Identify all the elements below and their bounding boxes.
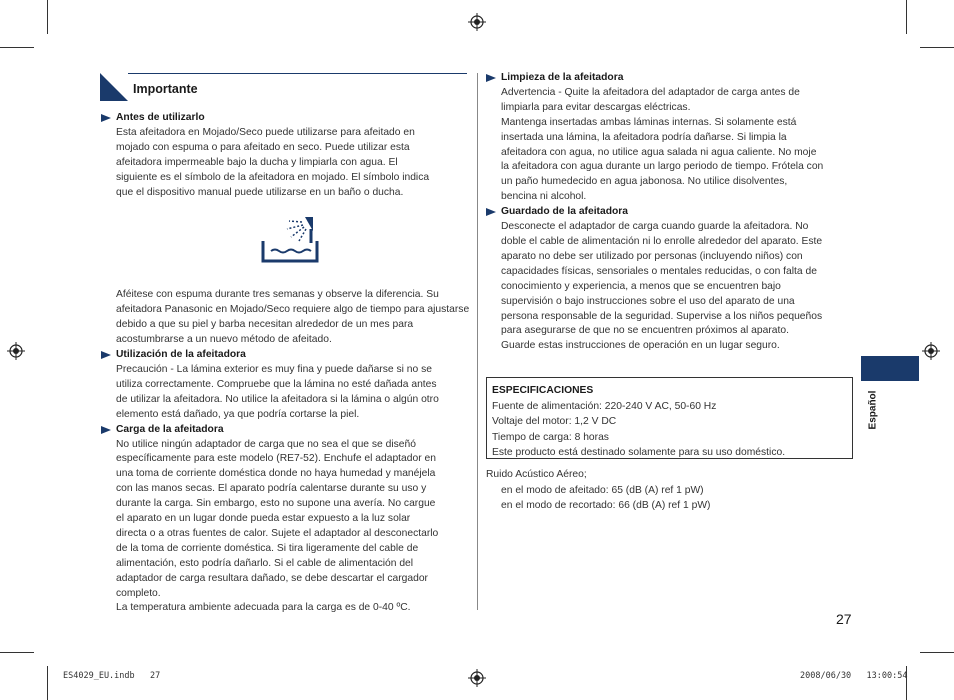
crop-mark <box>0 47 34 48</box>
item-title: Antes de utilizarlo <box>116 112 205 123</box>
registration-mark-icon <box>468 13 486 31</box>
right-column <box>486 71 858 354</box>
bullet-arrow-icon <box>101 351 111 359</box>
item-body: Desconecte el adaptador de carga cuando guarde la afeitadora. No doble el cable de alimentación ni lo enrolle alrededor del aparato. Este aparato no debe ser utilizado por personas (incluyendo niños) con capacidades físicas, sensoriales o mentales reducidas, o con falta de conocimiento y experiencia, a menos que se encuentren bajo supervisión o bajo instrucciones sobre el uso del aparato de una persona responsable de la seguridad. Supervise a los niños pequeños para asegurarse de que no se encuentren próximos al aparato. Guarde estas instrucciones de operación en un lugar seguro. <box>501 221 823 352</box>
language-label <box>866 386 880 434</box>
bullet-arrow-icon <box>486 208 496 216</box>
item-title: Guardado de la afeitadora <box>501 206 629 218</box>
list-item <box>101 348 471 423</box>
specifications-box <box>486 377 853 459</box>
crop-mark <box>47 666 48 700</box>
language-tab <box>861 356 919 381</box>
column-divider <box>477 73 478 610</box>
page-number: 27 <box>836 611 852 627</box>
specifications-title: ESPECIFICACIONES <box>492 385 594 396</box>
noise-section <box>486 467 856 514</box>
footer-right: 2008/06/30 13:00:54 <box>800 671 908 681</box>
spec-line: Este producto está destinado solamente para su uso doméstico. <box>492 447 786 458</box>
crop-mark <box>47 0 48 34</box>
list-item <box>101 423 471 617</box>
heading-corner <box>100 73 128 101</box>
item-title: Utilización de la afeitadora <box>116 349 246 361</box>
item-body: Esta afeitadora en Mojado/Seco puede utilizarse para afeitado en mojado con espuma o para afeitado en seco. Puede utilizar esta afeitadora impermeable bajo la ducha y limpiarla con agua. El siguiente es el símbolo de la afeitadora en mojado. El símbolo indica que el dispositivo manual puede utilizarse en un baño o ducha. <box>116 126 430 198</box>
section-heading <box>100 73 467 101</box>
spec-line: Fuente de alimentación: 220-240 V AC, 50-60 Hz <box>492 400 717 412</box>
paragraph: Aféitese con espuma durante tres semanas y observe la diferencia. Su afeitadora Panasonic en Mojado/Seco requiere algo de tiempo para ajustarse debido a que su piel y barba necesitan alrededor de un mes para acostumbrarse a un nuevo método de afeitado. <box>116 289 470 346</box>
item-title: Carga de la afeitadora <box>116 423 224 435</box>
crop-mark <box>906 0 907 34</box>
list-item <box>486 71 858 205</box>
item-body: No utilice ningún adaptador de carga que no sea el que se diseñó específicamente para este modelo (RE7-52). Enchufe el adaptador en una toma de corriente doméstica donde no haya humedad y manéjela con las manos secas. El aparato podría calentarse durante su uso y durante la carga. Sin embargo, esto no supone una avería. No cargue el aparato en un lugar donde pueda estar expuesto a la luz solar directa o a otras fuentes de calor. Sujete el adaptador al desconectarlo de la toma de corriente doméstica. Si tira ligeramente del cable de alimentación, esto podría dañarlo. Si el cable de alimentación del adaptador de carga resultara dañado, se debe descartar el cargador completo. La temperatura ambiente adecuada para la carga es de 0-40 ºC. <box>116 438 439 614</box>
list-item <box>486 205 858 354</box>
crop-mark <box>920 652 954 653</box>
crop-mark <box>0 652 34 653</box>
footer-left: ES4029_EU.indb 27 <box>63 671 161 681</box>
item-body: Advertencia - Quite la afeitadora del adaptador de carga antes de limpiarla para evitar descargas eléctricas. Mantenga insertadas ambas láminas internas. Si solamente está insertada una lámina, la afeitadora podría dañarse. Si limpia la afeitadora con agua, no utilice agua salada ni agua caliente. No moje la afeitadora con agua durante un largo periodo de tiempo. Frótela con un paño humedecido en agua jabonosa. No utilice disolventes, bencina ni alcohol. <box>501 86 824 203</box>
spec-line: Voltaje del motor: 1,2 V DC <box>492 416 617 427</box>
section-title: Importante <box>133 82 198 96</box>
bullet-arrow-icon <box>101 114 111 122</box>
item-body: Precaución - La lámina exterior es muy fina y puede dañarse si no se utiliza correctamente. Compruebe que la lámina no esté dañada antes de utilizar la afeitadora. No utilice la afeitadora si la lámina o algún otro elemento está dañado, ya que podría cortarse la piel. <box>116 363 439 420</box>
spec-line: Tiempo de carga: 8 horas <box>492 431 609 443</box>
language-label-text: Español <box>867 390 879 430</box>
registration-mark-icon <box>7 342 25 360</box>
registration-mark-icon <box>922 342 940 360</box>
registration-mark-icon <box>468 669 486 687</box>
crop-mark <box>920 47 954 48</box>
noise-line: en el modo de afeitado: 65 (dB (A) ref 1 pW) <box>501 484 704 496</box>
noise-line: en el modo de recortado: 66 (dB (A) ref 1 pW) <box>501 500 711 511</box>
heading-rule <box>128 73 467 74</box>
item-title: Limpieza de la afeitadora <box>501 72 624 83</box>
left-column <box>101 111 471 616</box>
bullet-arrow-icon <box>486 74 496 82</box>
noise-title: Ruido Acústico Aéreo; <box>486 469 587 480</box>
wet-shaving-icon <box>259 215 323 267</box>
icon-area <box>101 200 471 288</box>
bullet-arrow-icon <box>101 426 111 434</box>
list-item <box>101 111 471 200</box>
